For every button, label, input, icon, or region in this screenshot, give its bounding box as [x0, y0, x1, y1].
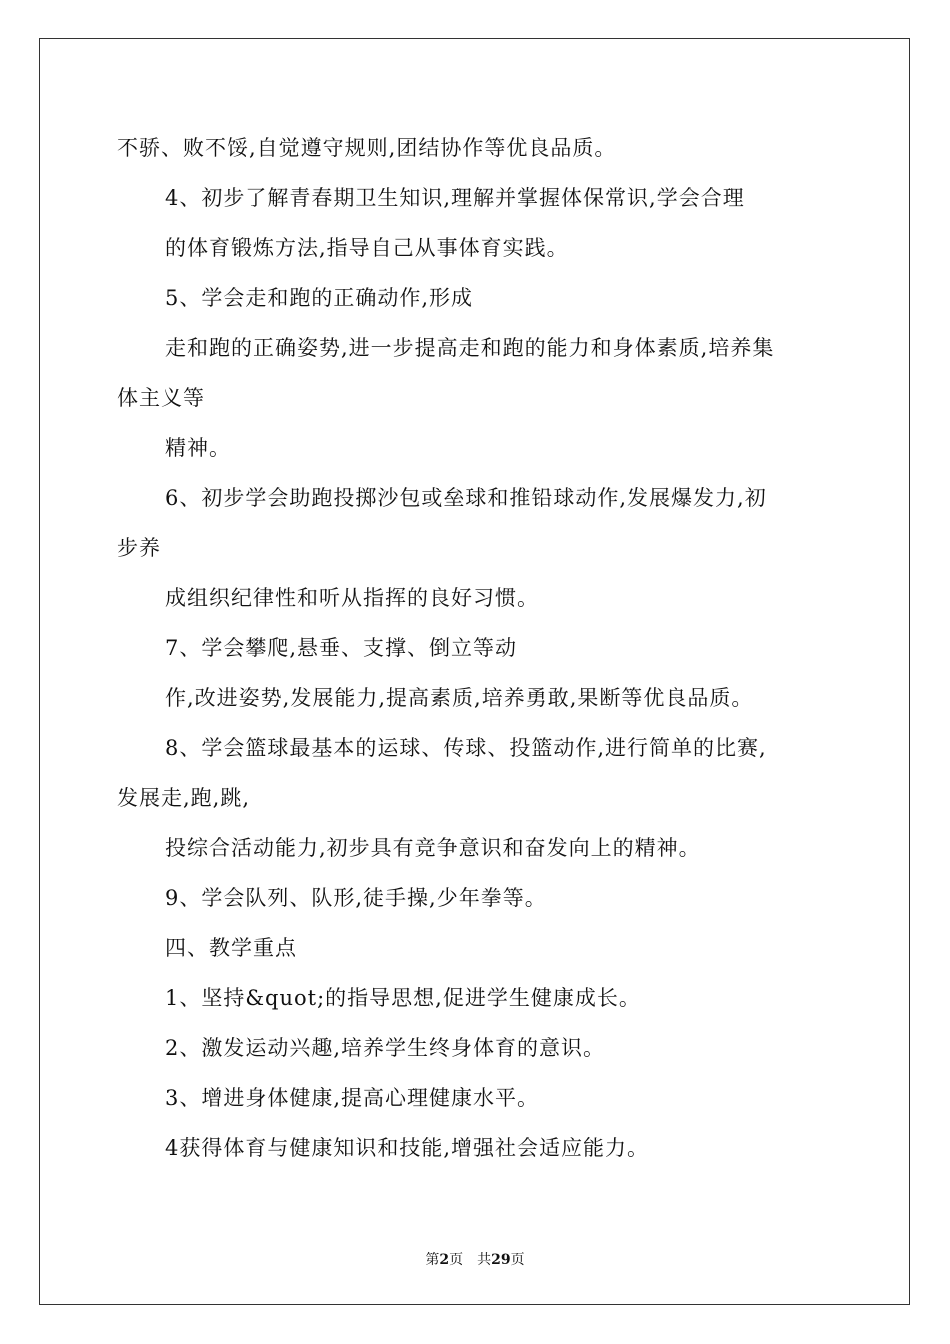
- text-line: 的体育锻炼方法,指导自己从事体育实践。: [165, 236, 569, 260]
- text-line: 9、学会队列、队形,徒手操,少年拳等。: [165, 886, 547, 910]
- text-line: 4获得体育与健康知识和技能,增强社会适应能力。: [165, 1136, 650, 1160]
- text-line: 作,改进姿势,发展能力,提高素质,培养勇敢,果断等优良品质。: [165, 686, 754, 710]
- text-line: 2、激发运动兴趣,培养学生终身体育的意识。: [165, 1036, 606, 1060]
- text-line: 投综合活动能力,初步具有竞争意识和奋发向上的精神。: [165, 836, 701, 860]
- page-suffix: 页: [449, 1252, 464, 1268]
- text-line: 4、初步了解青春期卫生知识,理解并掌握体保常识,学会合理: [165, 186, 745, 210]
- text-line: 步养: [117, 536, 161, 560]
- page-footer: [0, 1251, 950, 1269]
- page-total: 29: [491, 1252, 511, 1268]
- text-line: 5、学会走和跑的正确动作,形成: [165, 286, 474, 310]
- text-line: 8、学会篮球最基本的运球、传球、投篮动作,进行简单的比赛,: [165, 736, 767, 760]
- text-line: 精神。: [165, 436, 231, 460]
- page-prefix: 第: [425, 1252, 440, 1268]
- text-line: 走和跑的正确姿势,进一步提高走和跑的能力和身体素质,培养集: [165, 336, 775, 360]
- text-line: 3、增进身体健康,提高心理健康水平。: [165, 1086, 540, 1110]
- total-prefix: 共: [477, 1252, 492, 1268]
- text-line: 体主义等: [117, 386, 205, 410]
- text-line: 成组织纪律性和听从指挥的良好习惯。: [165, 586, 539, 610]
- text-line: 发展走,跑,跳,: [117, 786, 251, 810]
- page-current: 2: [439, 1252, 450, 1268]
- page-border: [39, 38, 910, 1305]
- text-line: 7、学会攀爬,悬垂、支撑、倒立等动: [165, 636, 518, 660]
- total-suffix: 页: [510, 1252, 525, 1268]
- text-line: 1、坚持&quot;的指导思想,促进学生健康成长。: [165, 986, 641, 1010]
- section-heading: 四、教学重点: [165, 936, 297, 960]
- text-line: 不骄、败不馁,自觉遵守规则,团结协作等优良品质。: [117, 136, 617, 160]
- text-line: 6、初步学会助跑投掷沙包或垒球和推铅球动作,发展爆发力,初: [165, 486, 767, 510]
